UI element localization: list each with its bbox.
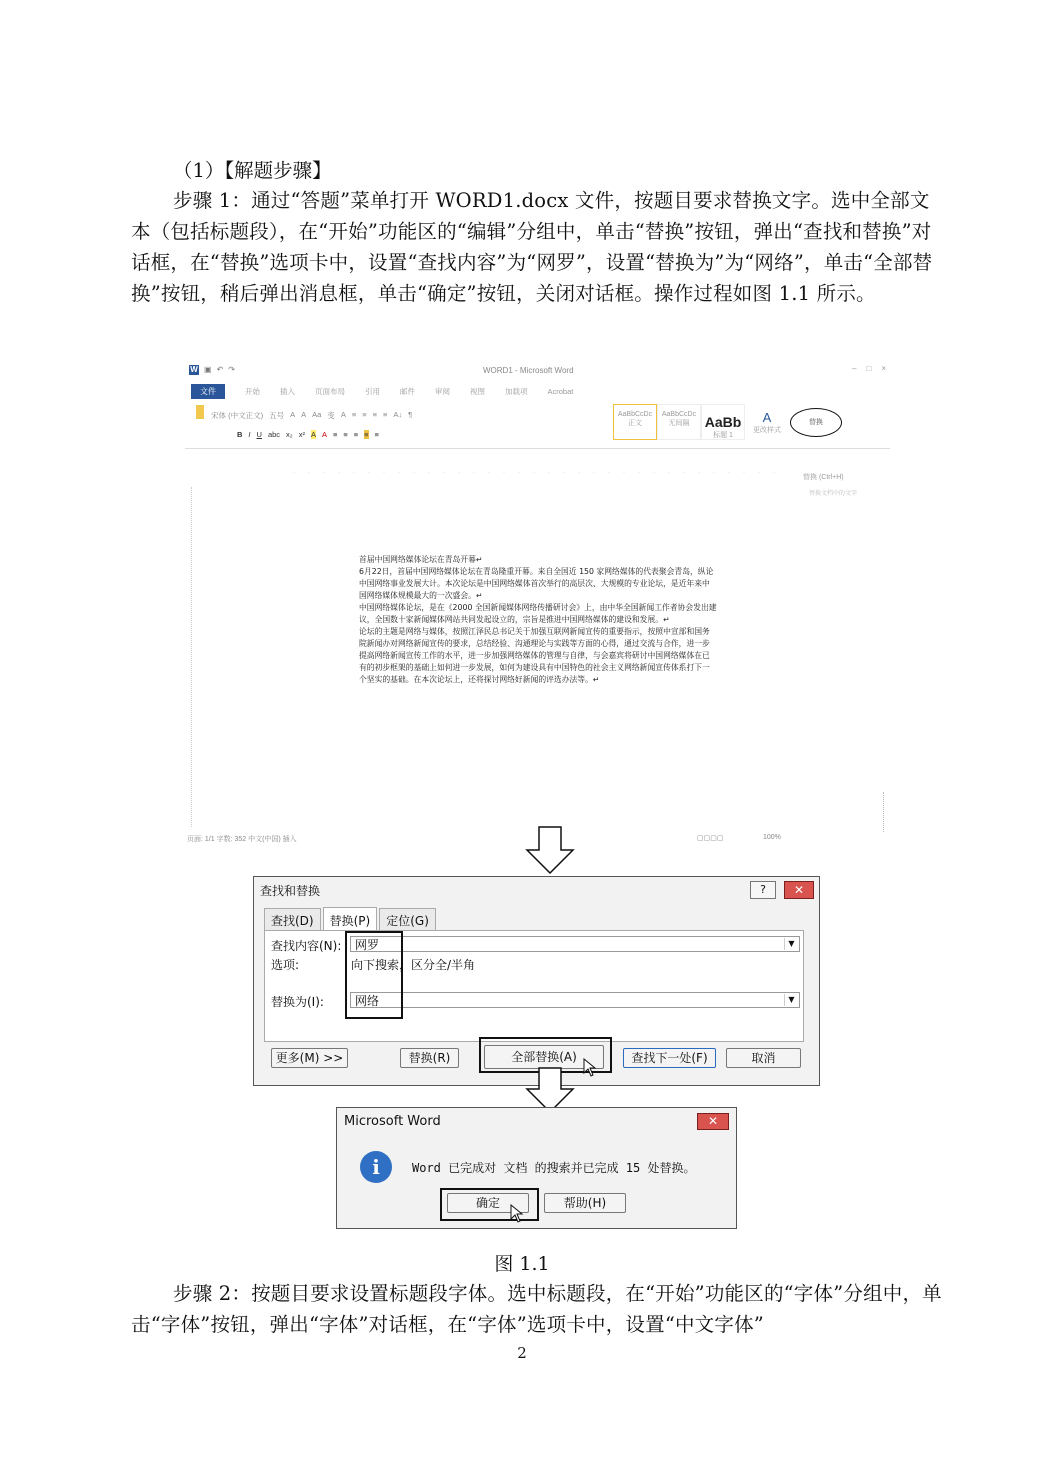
subscript-icon[interactable]: x₂ bbox=[286, 430, 293, 439]
window-controls bbox=[852, 364, 886, 373]
tab-replace[interactable]: 替换(P) bbox=[323, 907, 378, 932]
styles-gallery bbox=[613, 404, 789, 440]
phonetic-icon[interactable]: 变 bbox=[327, 411, 335, 420]
help-button[interactable]: ? bbox=[750, 881, 776, 899]
sort-icon[interactable]: A↓ bbox=[393, 410, 403, 419]
minimize-icon[interactable]: – bbox=[852, 364, 857, 373]
replace-label: 替换为(I): bbox=[271, 995, 324, 1009]
replace-button[interactable]: 替换 bbox=[790, 408, 842, 437]
bold-icon[interactable]: B bbox=[237, 430, 243, 439]
indent-icon[interactable]: ≡ bbox=[383, 410, 388, 419]
line-spacing-icon[interactable]: ≡ bbox=[374, 430, 379, 439]
doc-paragraph: 论坛的主题是网络与媒体，按照江泽民总书记关于加强互联网新闻宣传的重要指示，按照中宣部和国务院新闻办对网络新闻宣传的要求，总结经验、沟通理论与实践等方面的心得，通过交流与合作，进一步提高网络新闻宣传工作的水平，进一步加强网络媒体的管理与自律，与会嘉宾将研讨中国网络媒体在已有的初步框架的基础上如何进一步发展，如何为建设具有中国特色的社会主义网络新闻宣传体系打下一个坚实的基础。在本次论坛上，还将探讨网络好新闻的评选办法等。↵ bbox=[359, 627, 710, 684]
document-body[interactable] bbox=[359, 554, 717, 686]
doc-paragraph: 6月22日，首届中国网络媒体论坛在青岛隆重开幕。来自全国近 150 家网络媒体的代表聚会青岛，纵论中国网络事业发展大计。本次论坛是中国网络媒体首次举行的高层次、大规模的专业论坛，是近年来中国网络媒体规模最大的一次盛会。↵ bbox=[359, 567, 714, 600]
vertical-ruler bbox=[191, 487, 198, 827]
find-replace-dialog bbox=[253, 876, 820, 1086]
file-tab[interactable]: 文件 bbox=[191, 384, 225, 399]
ribbon-tabs bbox=[185, 383, 890, 399]
font-row-2 bbox=[237, 430, 379, 439]
close-button[interactable]: ✕ bbox=[784, 881, 814, 899]
maximize-icon[interactable]: □ bbox=[866, 364, 872, 373]
font-row-1 bbox=[211, 410, 412, 421]
doc-paragraph: 中国网络媒体论坛，是在《2000 全国新闻媒体网络传播研讨会》上，由中华全国新闻工作者协会发出建议，全国数十家新闻媒体网站共同发起设立的，宗旨是推进中国网络媒体的建设和发展。↵ bbox=[359, 603, 717, 624]
align-center-icon[interactable]: ≡ bbox=[343, 430, 348, 439]
align-left-icon[interactable]: ≡ bbox=[332, 430, 338, 439]
strikethrough-icon[interactable]: abc bbox=[267, 430, 281, 439]
message-text: Word 已完成对 文档 的搜索并已完成 15 处替换。 bbox=[412, 1161, 696, 1175]
font-color-icon[interactable]: A bbox=[321, 430, 327, 439]
font-name-box[interactable]: 宋体 (中文正文) bbox=[211, 411, 264, 420]
char-border-icon[interactable]: A bbox=[340, 410, 346, 419]
style-no-spacing[interactable]: AaBbCcDc 无间隔 bbox=[657, 404, 701, 440]
replace-tooltip-desc: 替换文档中的文字 bbox=[809, 491, 858, 497]
replace-tooltip-title: 替换 (Ctrl+H) bbox=[803, 474, 844, 481]
align-right-icon[interactable]: ≡ bbox=[353, 430, 359, 439]
ribbon-tab[interactable]: Acrobat bbox=[547, 386, 574, 396]
mouse-cursor-icon bbox=[510, 1204, 524, 1224]
ribbon-tab[interactable]: 视图 bbox=[470, 386, 485, 396]
ribbon-tab[interactable]: 邮件 bbox=[400, 386, 415, 396]
tab-find[interactable]: 查找(D) bbox=[264, 908, 321, 932]
shrink-font-icon[interactable]: A bbox=[301, 410, 307, 419]
ribbon-tab[interactable]: 页面布局 bbox=[315, 386, 345, 396]
replace-all-button[interactable]: 全部替换(A) bbox=[484, 1045, 604, 1069]
ok-button[interactable]: 确定 bbox=[447, 1193, 529, 1213]
ribbon bbox=[185, 402, 890, 449]
cancel-button[interactable]: 取消 bbox=[726, 1048, 801, 1068]
down-arrow-icon bbox=[525, 826, 575, 874]
redo-icon[interactable]: ↷ bbox=[228, 365, 235, 374]
find-next-button[interactable]: 查找下一处(F) bbox=[623, 1048, 716, 1068]
paste-icon[interactable] bbox=[196, 405, 204, 419]
mouse-cursor-icon bbox=[583, 1058, 597, 1078]
step1-paragraph: 步骤 1：通过“答题”菜单打开 WORD1.docx 文件，按题目要求替换文字。选中全部文本（包括标题段），在“开始”功能区的“编辑”分组中，单击“替换”按钮，弹出“查找和替换”对话框，在“替换”选项卡中，设置“查找内容”为“网罗”，设置“替换为”为“网络”，单击“全部替换”按钮，稍后弹出消息框，单击“确定”按钮，关闭对话框。操作过程如图 1.1 所示。 bbox=[131, 189, 933, 305]
word-titlebar bbox=[185, 362, 890, 380]
multilevel-icon[interactable]: ≡ bbox=[372, 410, 377, 419]
ribbon-tab[interactable]: 引用 bbox=[365, 386, 380, 396]
italic-icon[interactable]: I bbox=[248, 430, 251, 439]
message-title: Microsoft Word bbox=[344, 1114, 441, 1129]
help-button[interactable]: 帮助(H) bbox=[544, 1193, 626, 1213]
section-heading: （1）【解题步骤】 bbox=[173, 159, 332, 182]
find-label: 查找内容(N): bbox=[271, 939, 342, 953]
tab-goto[interactable]: 定位(G) bbox=[379, 908, 436, 932]
ribbon-tab[interactable]: 插入 bbox=[280, 386, 295, 396]
step2-paragraph: 步骤 2：按题目要求设置标题段字体。选中标题段，在“开始”功能区的“字体”分组中，单击“字体”按钮，弹出“字体”对话框，在“字体”选项卡中，设置“中文字体” bbox=[131, 1282, 942, 1336]
superscript-icon[interactable]: x² bbox=[298, 430, 305, 439]
word-window-screenshot bbox=[185, 362, 890, 848]
underline-icon[interactable]: U bbox=[256, 430, 262, 439]
chevron-down-icon[interactable]: ▼ bbox=[784, 994, 798, 1006]
page-number: 2 bbox=[517, 1344, 527, 1362]
save-icon[interactable]: ▣ bbox=[204, 365, 212, 374]
show-marks-icon[interactable]: ¶ bbox=[408, 410, 413, 419]
close-icon[interactable]: × bbox=[881, 364, 886, 373]
figure-caption: 图 1.1 bbox=[494, 1253, 550, 1275]
word-window-title: WORD1 - Microsoft Word bbox=[483, 366, 574, 375]
undo-icon[interactable]: ↶ bbox=[216, 365, 224, 374]
numbering-icon[interactable]: ≡ bbox=[362, 410, 367, 419]
zoom-level[interactable]: 100% bbox=[763, 834, 781, 841]
replace-input[interactable]: 网络 ▼ bbox=[350, 992, 800, 1008]
justify-icon[interactable]: ≡ bbox=[364, 430, 369, 439]
find-input[interactable]: 网罗 ▼ bbox=[350, 936, 800, 952]
quick-access-toolbar bbox=[189, 365, 235, 375]
style-heading1[interactable]: AaBb 标题 1 bbox=[701, 404, 745, 440]
options-value: 向下搜索，区分全/半角 bbox=[351, 958, 476, 972]
ribbon-tab[interactable]: 加载项 bbox=[505, 386, 528, 396]
change-styles-button[interactable]: A 更改样式 bbox=[753, 410, 781, 434]
chevron-down-icon[interactable]: ▼ bbox=[784, 938, 798, 950]
scrollbar[interactable] bbox=[873, 792, 884, 832]
ribbon-tab[interactable]: 开始 bbox=[245, 386, 260, 396]
font-size-box[interactable]: 五号 bbox=[269, 411, 285, 420]
ribbon-tab[interactable]: 审阅 bbox=[435, 386, 450, 396]
word-message-box bbox=[336, 1107, 737, 1229]
change-case-icon[interactable]: Aa bbox=[312, 410, 322, 419]
grow-font-icon[interactable]: A bbox=[290, 410, 296, 419]
status-info: 页面: 1/1 字数: 352 中文(中国) 插入 bbox=[187, 836, 297, 843]
word-app-icon: W bbox=[190, 365, 198, 374]
highlight-icon[interactable]: A bbox=[310, 430, 316, 439]
horizontal-ruler: · · · · · · · · · · · · · · · · · · · · · · · · · · · · · · · · · bbox=[293, 470, 775, 476]
replace-button[interactable]: 替换(R) bbox=[400, 1048, 459, 1068]
close-button[interactable]: ✕ bbox=[697, 1113, 729, 1130]
style-normal[interactable]: AaBbCcDc 正文 bbox=[613, 404, 657, 440]
input-highlight-box bbox=[345, 931, 403, 1019]
options-label: 选项: bbox=[271, 958, 300, 972]
bullets-icon[interactable]: ≡ bbox=[351, 410, 357, 419]
info-icon: i bbox=[360, 1151, 392, 1183]
ok-highlight bbox=[440, 1188, 539, 1221]
doc-title: 首届中国网络媒体论坛在青岛开幕↵ bbox=[359, 555, 483, 564]
dialog-title: 查找和替换 bbox=[260, 884, 321, 898]
view-buttons-icon[interactable]: ▢▢▢▢ bbox=[697, 835, 724, 842]
more-button[interactable]: 更多(M) >> bbox=[271, 1048, 348, 1068]
dialog-tabs bbox=[264, 907, 438, 932]
